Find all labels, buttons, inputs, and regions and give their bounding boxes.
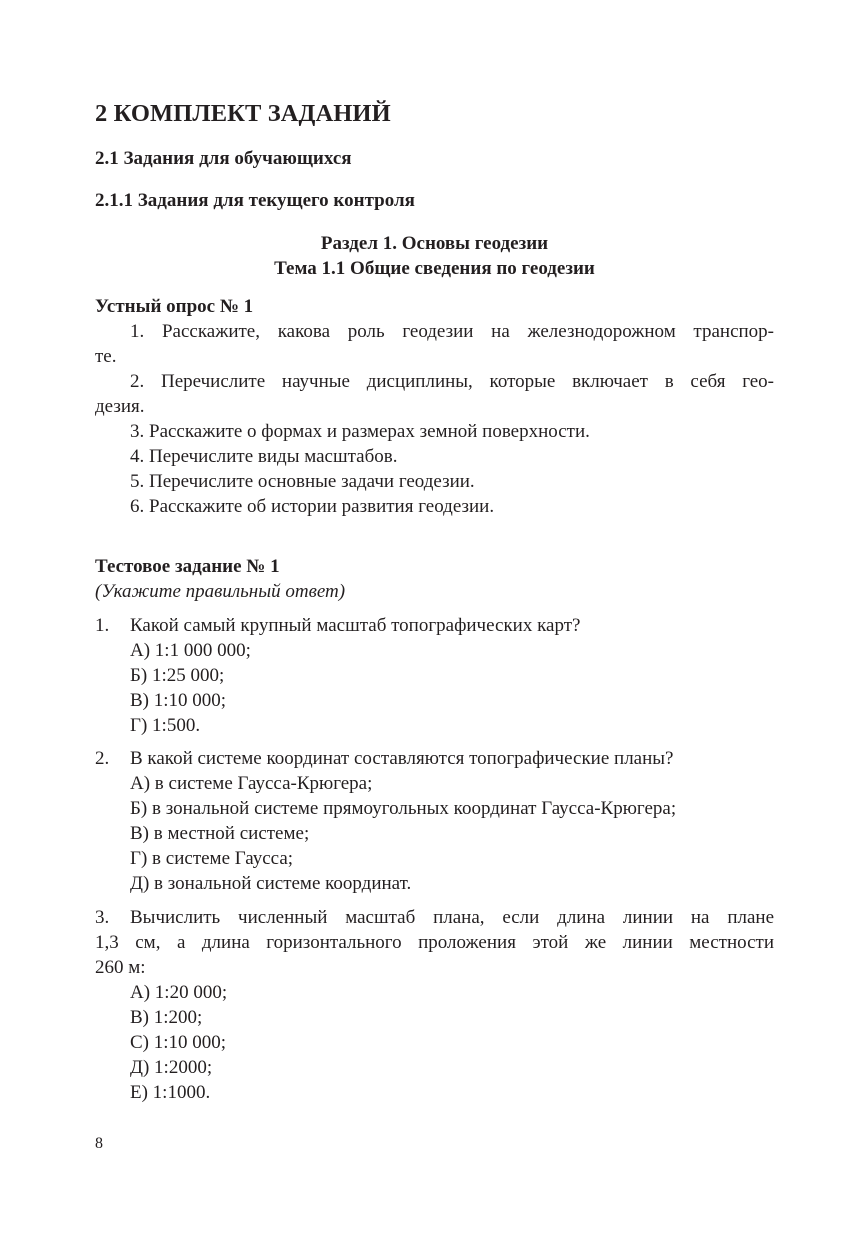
answer-option: А) 1:1 000 000; [130, 640, 251, 661]
oral-question-4: 4. Перечислите виды масштабов. [130, 446, 398, 467]
question-text: Какой самый крупный масштаб топографических карт? [130, 615, 581, 636]
oral-question-6: 6. Расскажите об истории развития геодезии. [130, 496, 495, 517]
answer-option: В) 1:10 000; [130, 690, 227, 711]
answer-option: С) 1:10 000; [130, 1032, 227, 1053]
section-title: Раздел 1. Основы геодезии [320, 233, 549, 254]
question-text: Вычислить численный масштаб плана, если длина линии на плане [130, 907, 774, 928]
test-instruction: (Укажите правильный ответ) [95, 581, 346, 602]
answer-option: Д) в зональной системе координат. [130, 873, 412, 894]
question-number: 1. [95, 615, 110, 636]
section-heading: 2.1 Задания для обучающихся [95, 148, 352, 169]
oral-quiz-title: Устный опрос № 1 [95, 296, 254, 317]
answer-option: В) в местной системе; [130, 823, 310, 844]
test-question-3-line-3: 260 м: [95, 957, 146, 978]
oral-question-1-line-1: 1. Расскажите, какова роль геодезии на железнодорожном транспор- [130, 321, 774, 342]
answer-option: Г) 1:500. [130, 715, 201, 736]
answer-option: Е) 1:1000. [130, 1082, 211, 1103]
oral-question-3: 3. Расскажите о формах и размерах земной поверхности. [130, 421, 590, 442]
test-question-3-line-1 [95, 905, 774, 930]
answer-option: Б) 1:25 000; [130, 665, 225, 686]
question-number: 3. [95, 907, 110, 928]
oral-question-1-line-2: те. [95, 346, 117, 367]
answer-option: Д) 1:2000; [130, 1057, 213, 1078]
answer-option: Г) в системе Гаусса; [130, 848, 294, 869]
oral-question-2-line-2: дезия. [95, 396, 145, 417]
oral-question-2-line-1: 2. Перечислите научные дисциплины, которые включает в себя гео- [130, 371, 774, 392]
oral-question-5: 5. Перечислите основные задачи геодезии. [130, 471, 475, 492]
chapter-heading: 2 КОМПЛЕКТ ЗАДАНИЙ [95, 100, 391, 127]
topic-title: Тема 1.1 Общие сведения по геодезии [274, 258, 595, 279]
answer-option: А) в системе Гаусса-Крюгера; [130, 773, 373, 794]
question-text: В какой системе координат составляются топографические планы? [130, 748, 674, 769]
test-question-3-line-2: 1,3 см, а длина горизонтального проложения этой же линии местности [95, 932, 774, 953]
answer-option: В) 1:200; [130, 1007, 203, 1028]
answer-option: А) 1:20 000; [130, 982, 228, 1003]
page-number: 8 [95, 1135, 103, 1152]
test-title: Тестовое задание № 1 [95, 556, 280, 577]
question-number: 2. [95, 748, 110, 769]
subsection-heading: 2.1.1 Задания для текущего контроля [95, 190, 415, 211]
answer-option: Б) в зональной системе прямоугольных координат Гаусса-Крюгера; [130, 798, 677, 819]
